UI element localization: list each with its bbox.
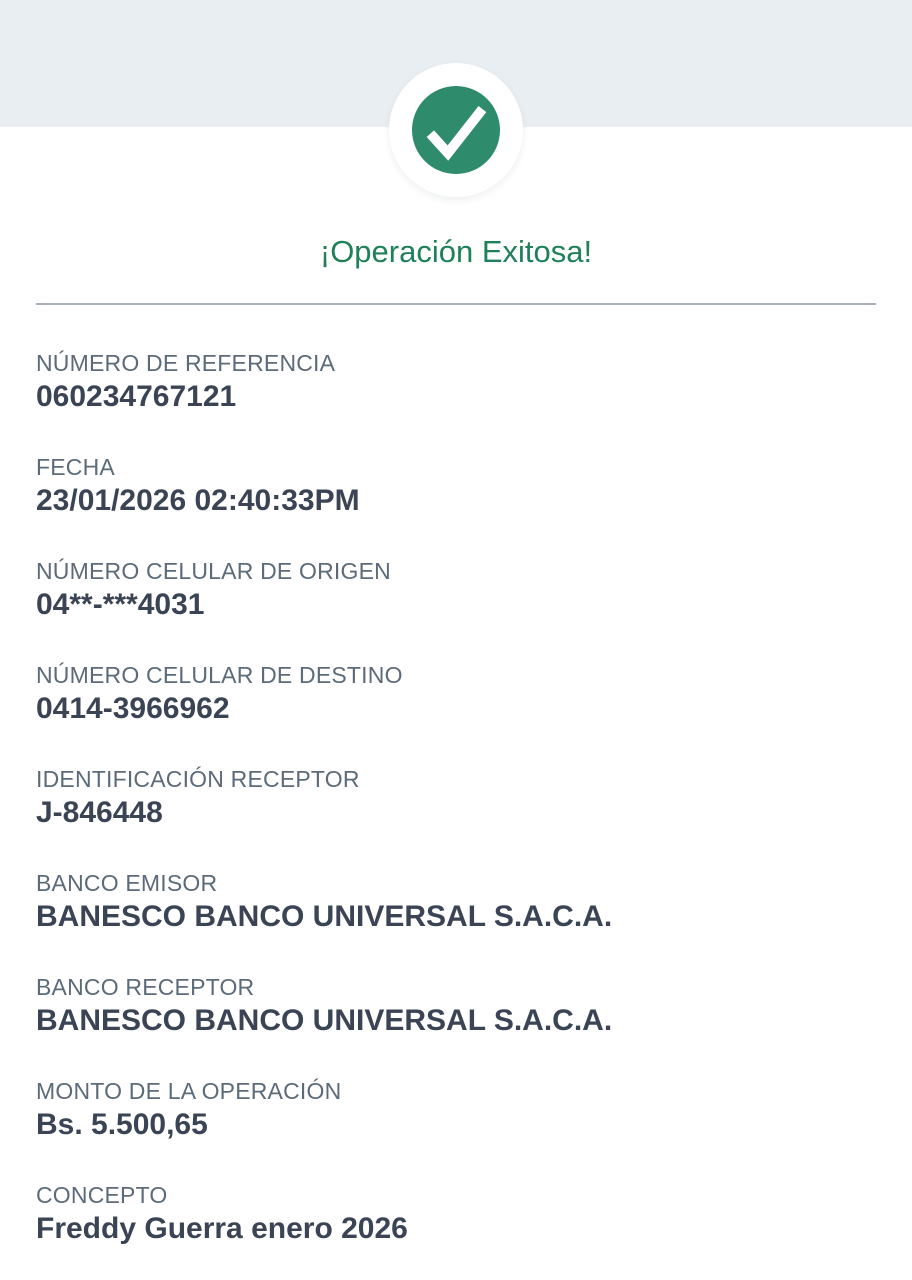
receipt-field-7	[36, 972, 876, 1040]
field-label: BANCO EMISOR	[36, 870, 218, 896]
receipt-fields	[0, 348, 912, 1248]
field-label: CONCEPTO	[36, 1182, 168, 1208]
field-label: MONTO DE LA OPERACIÓN	[36, 1078, 342, 1104]
field-value: 0414-3966962	[36, 692, 230, 725]
field-label: IDENTIFICACIÓN RECEPTOR	[36, 766, 360, 792]
receipt-field-6	[36, 868, 876, 936]
success-badge	[389, 63, 523, 197]
check-circle-icon	[412, 86, 500, 174]
receipt-field-8	[36, 1076, 876, 1144]
receipt-field-2	[36, 452, 876, 520]
field-value: Freddy Guerra enero 2026	[36, 1212, 408, 1245]
field-label: FECHA	[36, 454, 115, 480]
field-value: Bs. 5.500,65	[36, 1108, 208, 1141]
field-value: BANESCO BANCO UNIVERSAL S.A.C.A.	[36, 900, 613, 933]
receipt-field-9	[36, 1180, 876, 1248]
receipt-field-5	[36, 764, 876, 832]
field-label: NÚMERO DE REFERENCIA	[36, 350, 336, 376]
divider-line	[36, 303, 876, 305]
field-label: NÚMERO CELULAR DE DESTINO	[36, 662, 403, 688]
success-title: ¡Operación Exitosa!	[319, 234, 593, 269]
receipt-field-3	[36, 556, 876, 624]
receipt-field-4	[36, 660, 876, 728]
field-value: 060234767121	[36, 380, 237, 413]
field-value: J-846448	[36, 796, 163, 829]
receipt-field-1	[36, 348, 876, 416]
field-value: 04**-***4031	[36, 588, 205, 621]
field-value: BANESCO BANCO UNIVERSAL S.A.C.A.	[36, 1004, 613, 1037]
field-label: NÚMERO CELULAR DE ORIGEN	[36, 558, 391, 584]
field-value: 23/01/2026 02:40:33PM	[36, 484, 360, 517]
field-label: BANCO RECEPTOR	[36, 974, 255, 1000]
